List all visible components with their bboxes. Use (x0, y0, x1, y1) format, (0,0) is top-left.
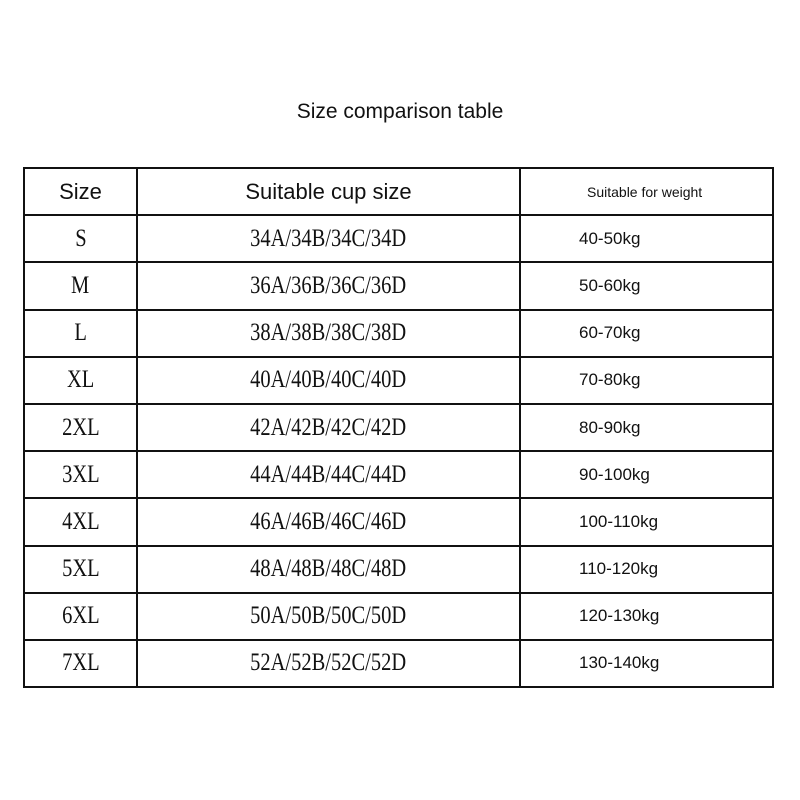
size-cell (24, 404, 137, 451)
size-value: S (74, 224, 87, 252)
size-cell (24, 546, 137, 593)
weight-value: 120-130kg (579, 606, 660, 626)
weight-cell (520, 262, 773, 309)
size-cell (24, 215, 137, 262)
size-value: M (71, 271, 90, 299)
cup-cell (137, 593, 520, 640)
cup-value: 52A/52B/52C/52D (250, 649, 407, 677)
table-row (24, 451, 773, 498)
size-cell (24, 310, 137, 357)
cup-cell (137, 357, 520, 404)
cup-cell (137, 498, 520, 545)
weight-cell (520, 404, 773, 451)
size-cell (24, 451, 137, 498)
cup-value: 38A/38B/38C/38D (250, 319, 407, 347)
table-row (24, 310, 773, 357)
cup-cell (137, 262, 520, 309)
size-table (23, 167, 774, 688)
weight-cell (520, 215, 773, 262)
table-row (24, 215, 773, 262)
table-row (24, 640, 773, 687)
weight-value: 110-120kg (579, 559, 659, 579)
weight-cell (520, 498, 773, 545)
cup-cell (137, 215, 520, 262)
cup-value: 46A/46B/46C/46D (250, 507, 407, 535)
size-cell (24, 498, 137, 545)
page-title: Size comparison table (296, 100, 504, 123)
size-value: L (74, 319, 87, 347)
size-value: 4XL (61, 507, 100, 535)
weight-value: 50-60kg (579, 275, 641, 295)
table-row (24, 262, 773, 309)
size-value: 7XL (61, 649, 100, 677)
table-row (24, 498, 773, 545)
size-value: 3XL (61, 460, 100, 488)
cup-cell (137, 310, 520, 357)
weight-value: 130-140kg (579, 653, 660, 673)
table-row (24, 404, 773, 451)
weight-value: 80-90kg (579, 417, 641, 437)
weight-value: 70-80kg (579, 370, 641, 390)
cup-value: 48A/48B/48C/48D (250, 555, 407, 583)
size-value: XL (66, 366, 95, 394)
weight-value: 60-70kg (579, 323, 641, 343)
cup-cell (137, 640, 520, 687)
size-cell (24, 262, 137, 309)
weight-cell (520, 451, 773, 498)
weight-cell (520, 640, 773, 687)
weight-cell (520, 593, 773, 640)
cup-value: 36A/36B/36C/36D (250, 271, 407, 299)
header-cup: Suitable cup size (137, 168, 520, 215)
weight-cell (520, 546, 773, 593)
cup-cell (137, 404, 520, 451)
header-size: Size (24, 168, 137, 215)
table-row (24, 357, 773, 404)
size-cell (24, 640, 137, 687)
cup-value: 44A/44B/44C/44D (250, 460, 407, 488)
cup-cell (137, 546, 520, 593)
size-value: 6XL (61, 602, 100, 630)
cup-value: 40A/40B/40C/40D (250, 366, 407, 394)
cup-value: 50A/50B/50C/50D (250, 602, 407, 630)
table-header-row (24, 168, 773, 215)
header-weight: Suitable for weight (520, 168, 773, 215)
cup-cell (137, 451, 520, 498)
size-value: 5XL (61, 555, 100, 583)
weight-value: 100-110kg (579, 511, 659, 531)
weight-value: 90-100kg (579, 464, 650, 484)
weight-cell (520, 310, 773, 357)
table-row (24, 546, 773, 593)
weight-value: 40-50kg (579, 228, 641, 248)
size-value: 2XL (61, 413, 100, 441)
size-cell (24, 593, 137, 640)
cup-value: 42A/42B/42C/42D (250, 413, 407, 441)
cup-value: 34A/34B/34C/34D (250, 224, 407, 252)
table-row (24, 593, 773, 640)
size-cell (24, 357, 137, 404)
weight-cell (520, 357, 773, 404)
